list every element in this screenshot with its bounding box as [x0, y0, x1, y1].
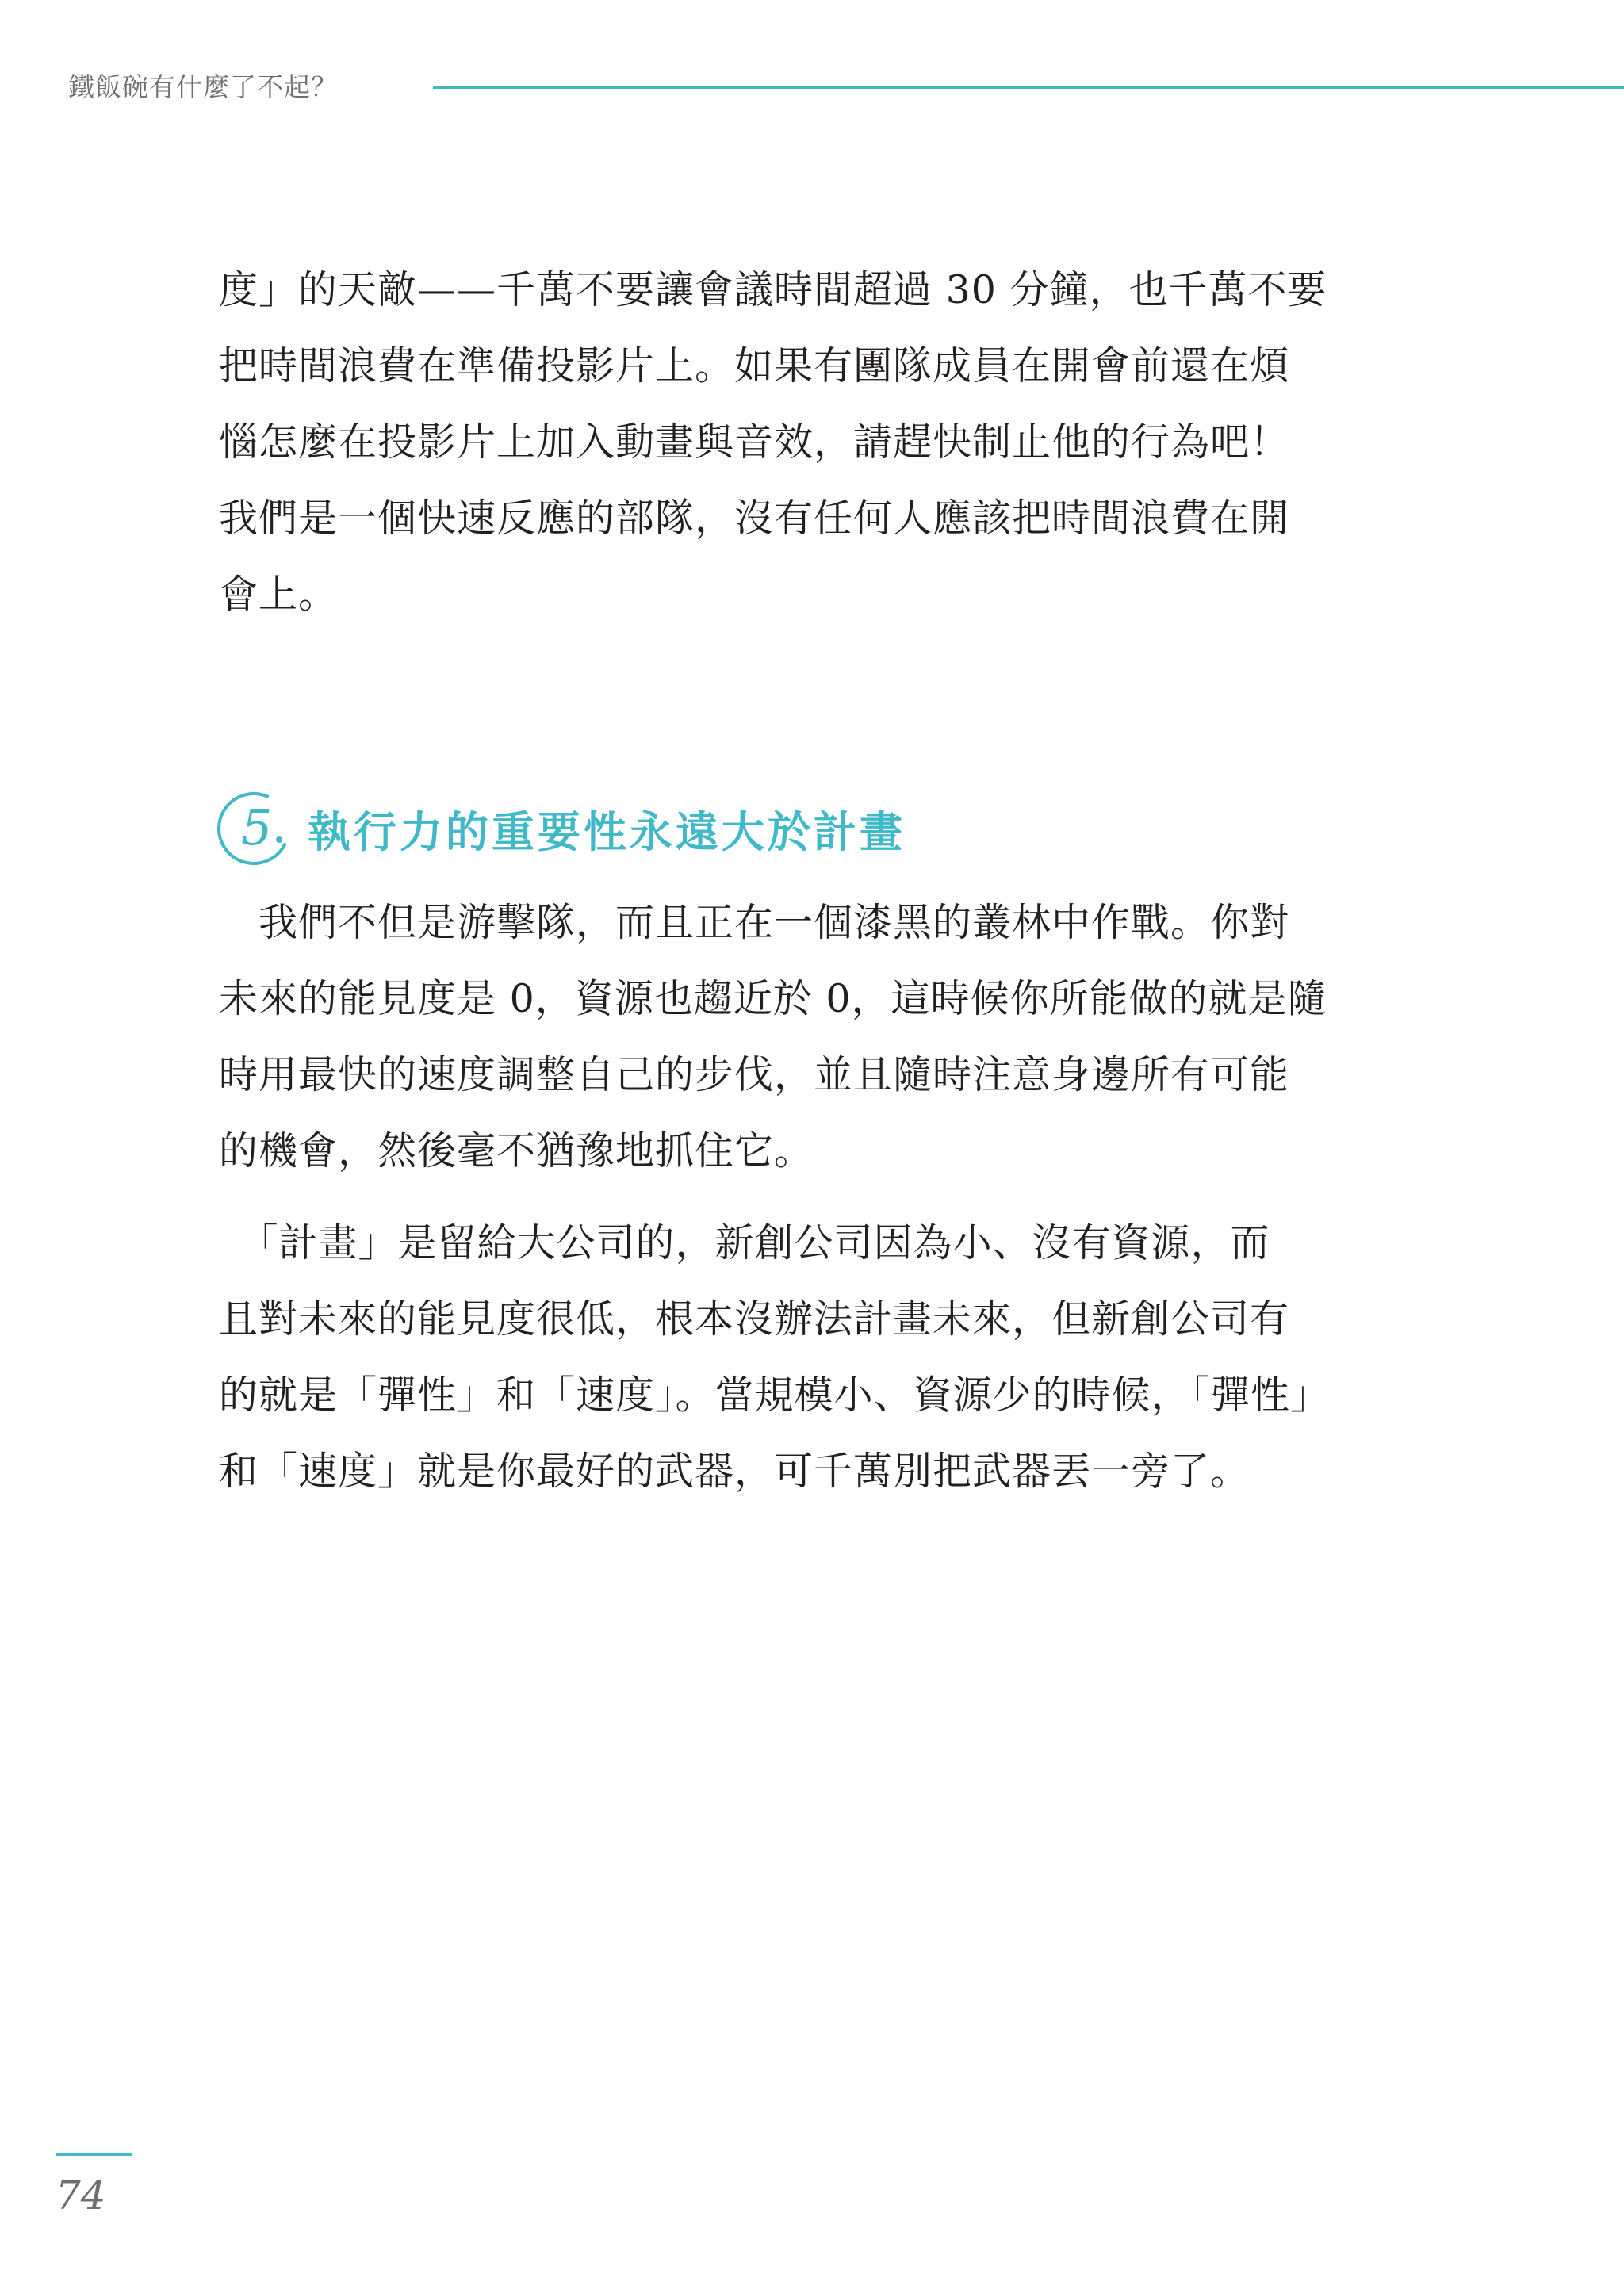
text-line: 惱怎麼在投影片上加入動畫與音效，請趕快制止他的行為吧！: [219, 419, 1290, 465]
paragraph-gap: [219, 1189, 1392, 1205]
text-line: 時用最快的速度調整自己的步伐，並且隨時注意身邊所有可能: [219, 1052, 1290, 1097]
section-number: 5: [241, 798, 273, 856]
footer-rule: [56, 2153, 132, 2156]
text-line: 我們不但是游擊隊，而且正在一個漆黑的叢林中作戰。你對: [219, 900, 1290, 945]
section-title: 執行力的重要性永遠大於計畫: [308, 806, 906, 857]
text-line: 度」的天敵——千萬不要讓會議時間超過 30 分鐘，也千萬不要: [219, 267, 1327, 312]
section-heading: [217, 787, 906, 871]
text-line: 未來的能見度是 0，資源也趨近於 0，這時候你所能做的就是隨: [219, 976, 1327, 1021]
text-line: 「計畫」是留給大公司的，新創公司因為小、沒有資源，而: [219, 1220, 1270, 1265]
page-number: 74: [56, 2173, 106, 2218]
text-line: 我們是一個快速反應的部隊，沒有任何人應該把時間浪費在開: [219, 496, 1290, 541]
text-line: 的機會，然後毫不猶豫地抓住它。: [219, 1128, 814, 1173]
dot-icon: [276, 836, 282, 843]
text-line: 會上。: [219, 572, 339, 617]
text-line: 把時間浪費在準備投影片上。如果有團隊成員在開會前還在煩: [219, 343, 1290, 389]
opening-paragraph: [219, 252, 1392, 633]
text-line: 的就是「彈性」和「速度」。當規模小、資源少的時候，「彈性」: [219, 1372, 1331, 1418]
running-header: 鐵飯碗有什麼了不起？: [68, 71, 338, 102]
section-paragraph: [219, 885, 1392, 1189]
section-number-badge: [217, 792, 290, 865]
text-line: 且對未來的能見度很低，根本沒辦法計畫未來，但新創公司有: [219, 1296, 1290, 1342]
header-rule: [433, 86, 1624, 89]
section-paragraph: [219, 1205, 1392, 1510]
section-body: [219, 885, 1392, 1510]
text-line: 和「速度」就是你最好的武器，可千萬別把武器丟一旁了。: [219, 1449, 1251, 1494]
